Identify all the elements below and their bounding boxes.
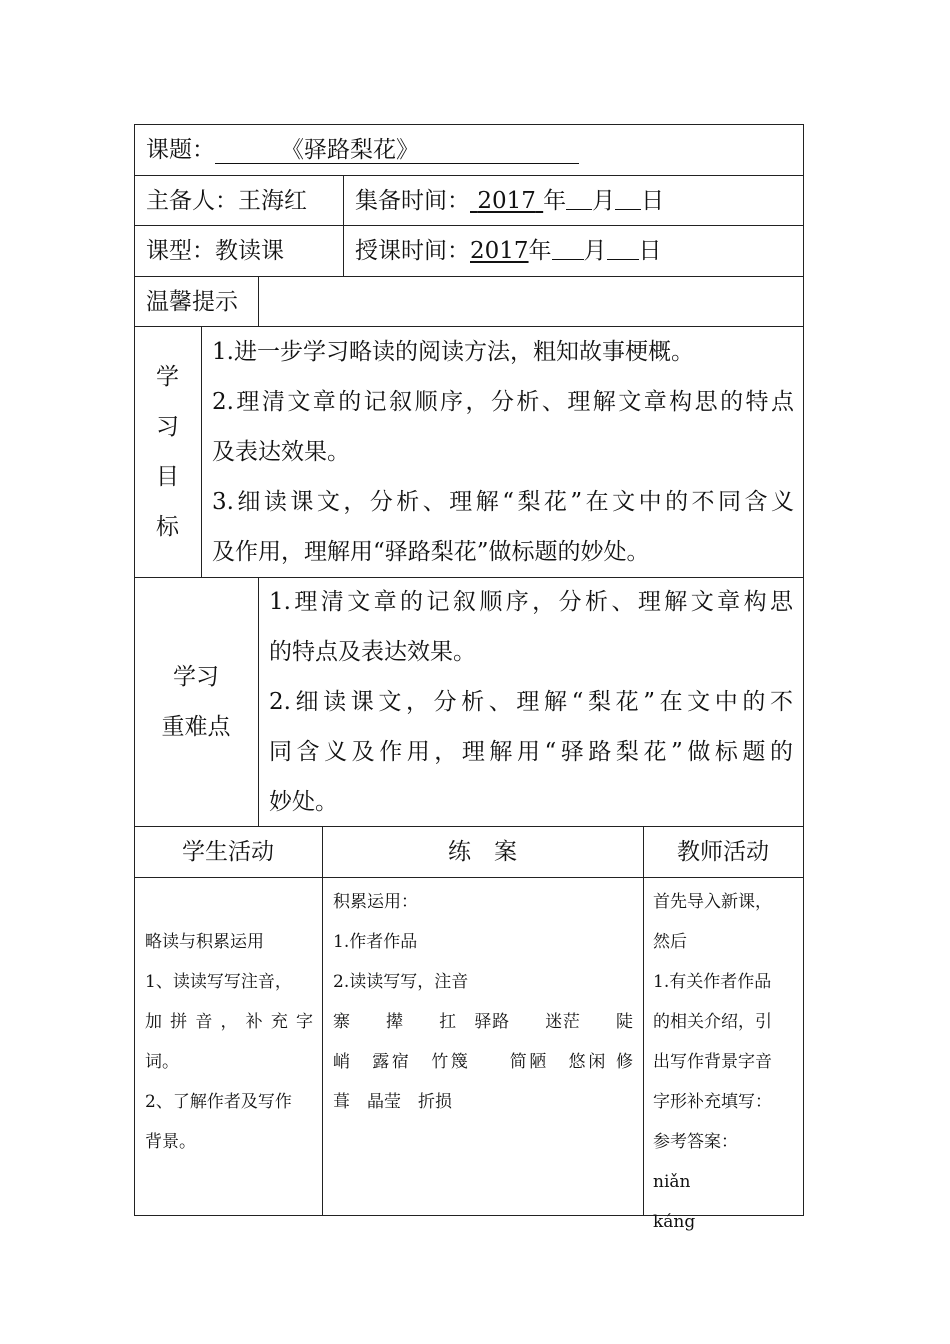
day-char: 日 [641, 188, 665, 214]
student-activity-line: 2、了解作者及写作 [145, 1092, 292, 1112]
teacher-activity-line: 的相关介绍，引 [653, 1012, 772, 1032]
month-blank[interactable] [566, 187, 592, 210]
table-border-right [803, 124, 804, 1216]
lesson-type: 教读课 [215, 238, 284, 264]
row-divider [134, 877, 804, 878]
preparer-label: 主备人： [146, 188, 238, 214]
key-points-label [134, 652, 258, 752]
preparer-row [146, 186, 307, 216]
exercise-line: 峭 露宿 竹篾 简陋 悠闲 修 [333, 1052, 633, 1072]
exercise-line: 2.读读写写，注音 [333, 972, 469, 992]
key-point-line: 1.理清文章的记叙顺序，分析、理解文章构思 [269, 589, 793, 615]
key-point-line: 2.细读课文，分析、理解“梨花”在文中的不 [269, 689, 793, 715]
day-blank[interactable] [607, 237, 639, 260]
teacher-activity-line: niǎn káng [653, 1172, 759, 1232]
row-divider [134, 225, 804, 226]
key-points-text [269, 577, 793, 827]
col-divider [258, 577, 259, 826]
objectives-label [134, 352, 201, 552]
teacher-activity [653, 882, 794, 1242]
teacher-activity-line: 然后 [653, 932, 687, 952]
lesson-type-label: 课型： [146, 238, 215, 264]
lesson-type-row [146, 236, 284, 266]
collective-time [355, 186, 664, 216]
day-blank[interactable] [615, 187, 641, 210]
topic-label: 课题： [146, 137, 215, 163]
key-points-label-line: 学习 [173, 664, 219, 690]
teacher-activity-line: 出写作背景字音 [653, 1052, 772, 1072]
student-activity-line: 1、读读写写注音， [145, 972, 292, 992]
objectives-label-char: 标 [156, 514, 179, 540]
tip-label: 温馨提示 [146, 289, 238, 315]
key-point-line: 妙处。 [269, 789, 338, 815]
teacher-activity-line: 首先导入新课， [653, 892, 772, 912]
key-points-label-line: 重难点 [161, 714, 231, 740]
objectives-label-char: 习 [156, 414, 179, 440]
year-char: 年 [543, 188, 567, 214]
col-divider [343, 175, 344, 276]
column-header-teacher: 教师活动 [677, 839, 769, 865]
objective-line: 及表达效果。 [212, 439, 350, 465]
objectives-label-char: 学 [156, 364, 179, 390]
teaching-year: 2017 [470, 238, 529, 264]
month-char: 月 [583, 238, 607, 264]
objectives-label-char: 目 [156, 464, 179, 490]
topic-title-field [215, 137, 579, 164]
row-divider [134, 175, 804, 176]
col-divider [258, 276, 259, 326]
month-char: 月 [592, 188, 616, 214]
student-activity-line: 背景。 [145, 1132, 196, 1152]
teaching-time-label: 授课时间： [355, 238, 470, 264]
year-char: 年 [528, 238, 552, 264]
topic-row [146, 135, 579, 165]
student-activity-line: 词。 [145, 1052, 179, 1072]
student-activity [145, 922, 313, 1162]
preparer-name: 王海红 [238, 188, 307, 214]
objectives-text [212, 327, 794, 577]
teacher-activity-line: 1.有关作者作品 [653, 972, 772, 992]
objective-line: 2.理清文章的记叙顺序，分析、理解文章构思的特点 [212, 389, 794, 415]
col-divider [643, 826, 644, 1216]
objective-line: 1.进一步学习略读的阅读方法，粗知故事梗概。 [212, 339, 694, 365]
exercise-plan [333, 882, 633, 1122]
month-blank[interactable] [552, 237, 584, 260]
exercise-line: 积累运用： [333, 892, 418, 912]
teacher-activity-line: 字形补充填写： [653, 1092, 772, 1112]
key-point-line: 同含义及作用，理解用“驿路梨花”做标题的 [269, 739, 793, 765]
collective-time-label: 集备时间： [355, 188, 470, 214]
collective-year: 2017 [477, 188, 536, 214]
objective-line: 3.细读课文，分析、理解“梨花”在文中的不同含义 [212, 489, 794, 515]
topic-title: 《驿路梨花》 [281, 137, 419, 163]
teacher-activity-line: 参考答案： [653, 1132, 738, 1152]
exercise-line: 寨 撵 扛 驿路 迷茫 陡 [333, 1012, 633, 1032]
exercise-line: 葺 晶莹 折损 [333, 1092, 452, 1112]
column-header-exercise: 练 案 [448, 839, 517, 865]
teaching-time [355, 236, 662, 266]
key-point-line: 的特点及表达效果。 [269, 639, 476, 665]
day-char: 日 [638, 238, 662, 264]
table-border-top [134, 124, 804, 125]
col-divider [322, 826, 323, 1216]
row-divider [134, 276, 804, 277]
column-header-student: 学生活动 [182, 839, 274, 865]
student-activity-line: 加 拼 音 ， 补 充 字 [145, 1012, 313, 1032]
student-activity-line: 略读与积累运用 [145, 932, 264, 952]
col-divider [201, 326, 202, 577]
exercise-line: 1.作者作品 [333, 932, 418, 952]
objective-line: 及作用，理解用“驿路梨花”做标题的妙处。 [212, 539, 650, 565]
